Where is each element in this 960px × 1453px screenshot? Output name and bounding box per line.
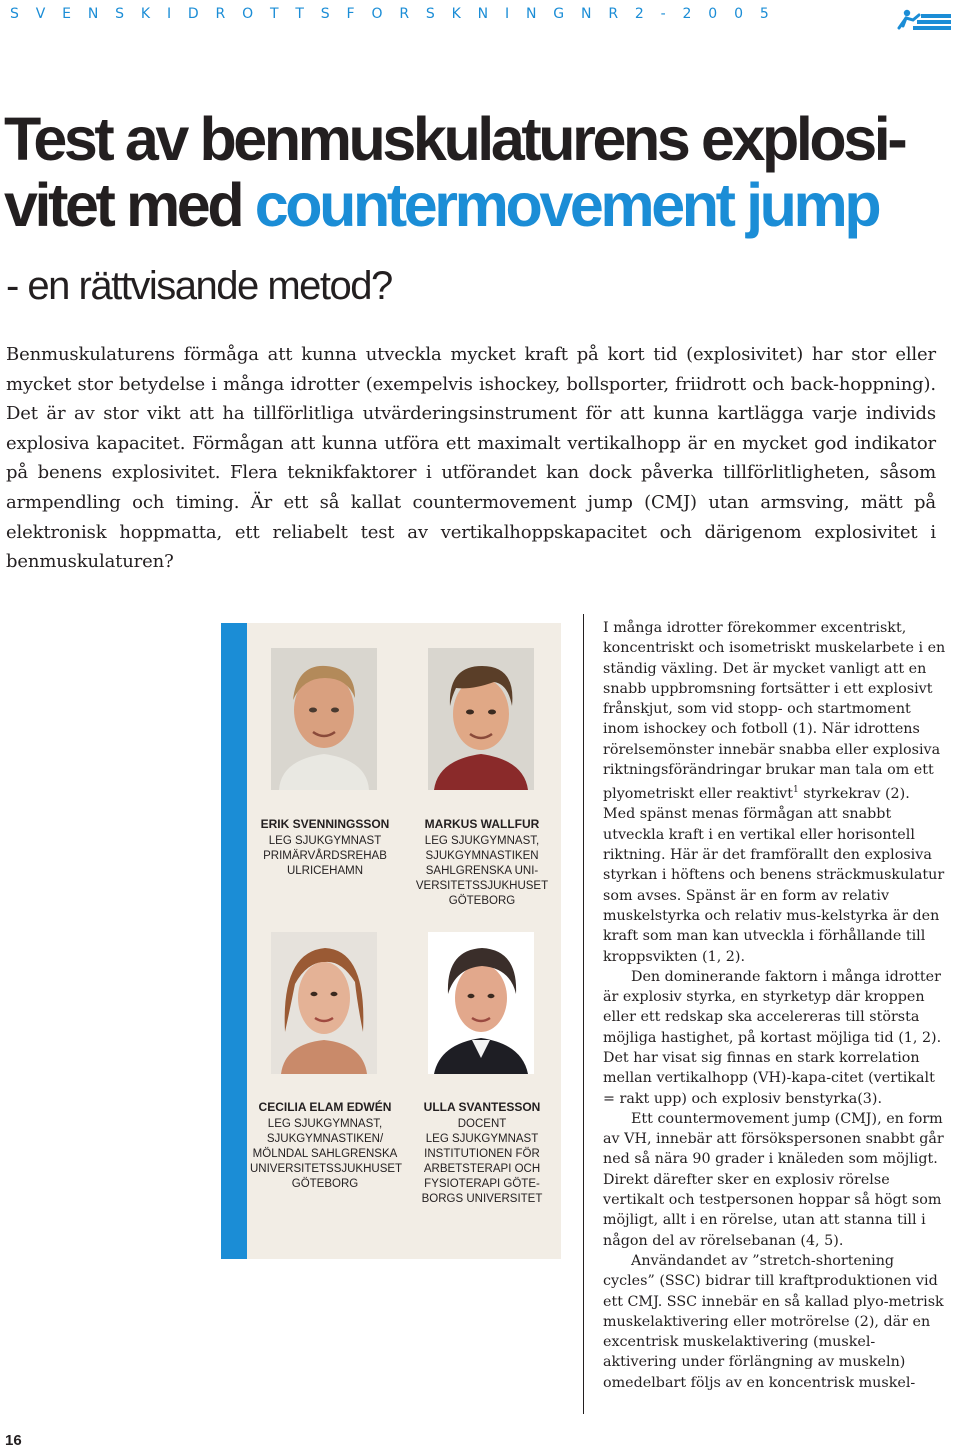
author-name: MARKUS WALLFUR [424, 817, 540, 831]
footnote-marker: 1 [792, 785, 799, 796]
article-title [4, 106, 956, 238]
author-name: ERIK SVENNINGSSON [260, 817, 390, 831]
author-affiliation: DOCENT LEG SJUKGYMNAST INSTITUTIONEN FÖR ARBETSTERAPI OCH FYSIOTERAPI GÖTE- BORGS UNIVERSITET [421, 1118, 543, 1205]
author-name: ULLA SVANTESSON [423, 1100, 541, 1114]
body-column [603, 618, 946, 1393]
author-affiliation: LEG SJUKGYMNAST, SJUKGYMNASTIKEN SAHLGRENSKA UNI- VERSITETSSJUKHUSET GÖTEBORG [415, 835, 549, 907]
author-panel-accent-bar [221, 623, 247, 1259]
body-paragraph: Den dominerande faktorn i många idrotter är explosiv styrka, en styrketyp där kroppen eller ett redskap ska accelereras till största möjliga hastighet, på kortast möjliga tid (1, 2). Det har visat sig finnas en stark korrelation mellan vertikalhopp (VH)-kapa-citet (vertikalt = rakt upp) och explosiv benstyrka(3). [603, 968, 942, 1107]
author-card-cecilia [250, 1100, 403, 1192]
author-photo-markus [428, 648, 534, 790]
body-paragraph [603, 618, 946, 967]
article-subtitle: - en rättvisande metod? [6, 264, 392, 308]
body-text: styrkekrav (2). Med spänst menas förmågan att snabbt utveckla kraft i en vertikal eller horisontell riktning. Här är det framförallt den explosiva styrkan i höftens och benens sträckmuskulatur som avses. Spänst är en form av relativ muskelstyrka och relativ mus-kelstyrka är den kraft som man kan utveckla i förhållande till kroppsvikten (1, 2). [603, 786, 945, 965]
title-line-2-dark: vitet med [4, 171, 255, 239]
title-line-1: Test av benmuskulaturens explosi- [4, 105, 905, 173]
running-head: S V E N S K I D R O T T S F O R S K N I N G N R 2 - 2 0 0 5 [10, 6, 775, 22]
title-line-2-highlight: countermovement jump [254, 171, 879, 239]
author-photo-cecilia [271, 932, 377, 1074]
author-card-erik [250, 817, 400, 879]
author-card-ulla [407, 1100, 557, 1207]
author-photo-erik [271, 648, 377, 790]
body-paragraph: Ett countermovement jump (CMJ), en form av VH, innebär att försökspersonen snabbt går ned så nära 90 grader i knäleden som möjligt. Direkt därefter sker en explosiv rörelse vertikalt och testpersonen hoppar så högt som möjligt, allt i en rörelse, utan att stanna till i någon del av rörelsebanan (4, 5). [603, 1110, 944, 1249]
column-divider [583, 614, 584, 1414]
title-line-2 [4, 172, 956, 238]
author-photo-ulla [428, 932, 534, 1074]
author-affiliation: LEG SJUKGYMNAST PRIMÄRVÅRDSREHAB ULRICEHAMN [263, 835, 387, 877]
lead-paragraph: Benmuskulaturens förmåga att kunna utveckla mycket kraft på kort tid (explosivitet) har stor eller mycket stor betydelse i många idrotter (exempelvis ishockey, bollsporter, friidrott och back-hoppning). Det är av stor vikt att ha tillförlitliga utvärderingsinstrument för att kunna kartlägga varje individs explosiva kapacitet. Förmågan att kunna utföra ett maximalt vertikalhopp är en mycket god indikator på benens explosivitet. Flera teknikfaktorer i utförandet kan dock påverka tillförlitligheten, såsom armpendling och timing. Är ett så kallat countermovement jump (CMJ) utan armsving, mätt på elektronisk hoppmatta, ett reliabelt test av vertikalhoppskapacitet och därigenom explosivitet i benmuskulaturen? [6, 344, 936, 573]
author-card-markus [407, 817, 557, 909]
body-text: I många idrotter förekommer excentriskt, koncentriskt och isometriskt muskelarbete i en ständig växling. Det är mycket vanligt att en snabb uppbromsning fortsätter i ett explosivt frånskjut, som vid stopp- och startmoment inom ishockey och fotboll (1). När idrottens rörelsemönster innebär snabba eller explosiva riktningsförändringar brukar man tala om ett plyometriskt eller reaktivt [603, 620, 946, 803]
page-number: 16 [5, 1432, 22, 1449]
journal-logo-icon [893, 6, 953, 34]
body-paragraph: Användandet av ”stretch-shortening cycles” (SSC) bidrar till kraftproduktionen vid ett CMJ. SSC innebär en så kallad plyo-metrisk muskelaktivering eller motrörelse (2), där en excentrisk muskelaktivering (muskel-aktivering under förlängning av muskeln) omedelbart följs av en koncentrisk muskel- [603, 1252, 944, 1391]
author-name: CECILIA ELAM EDWÉN [258, 1100, 392, 1114]
author-affiliation: LEG SJUKGYMNAST, SJUKGYMNASTIKEN/ MÖLNDAL SAHLGRENSKA UNIVERSITETSSJUKHUSET GÖTEBORG [250, 1118, 403, 1190]
